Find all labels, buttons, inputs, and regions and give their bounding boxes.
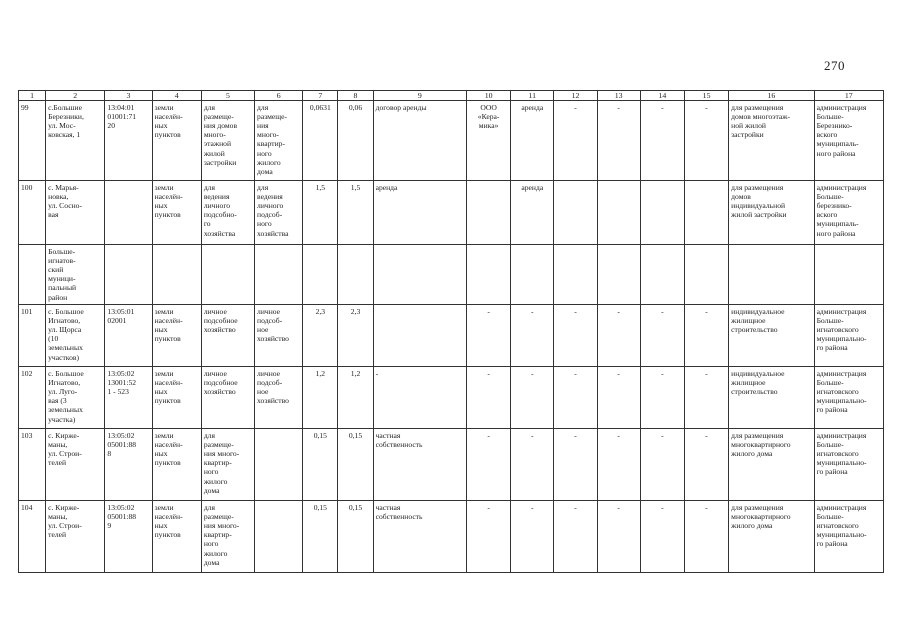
- table-cell-col-1: [19, 429, 46, 501]
- table-cell-col-7: [303, 305, 338, 367]
- cell-text: аренда: [521, 183, 544, 192]
- table-cell-col-6: [255, 429, 303, 501]
- table-cell-col-9: [373, 367, 466, 429]
- table-cell-col-9: [373, 101, 466, 181]
- table-cell-col-14: [640, 501, 684, 573]
- table-cell-col-2: [46, 501, 105, 573]
- cell-text: 13:05:02 05001:88 8: [107, 431, 137, 459]
- cell-text: земли населён- ных пунктов: [154, 307, 183, 344]
- cell-text: администрация Больше- Березнико- вского муниципаль- ного района: [816, 103, 867, 158]
- column-header-4: 4: [152, 91, 201, 101]
- table-cell-col-15: [684, 101, 728, 181]
- table-cell-col-12: [554, 429, 597, 501]
- table-cell-col-5: [201, 245, 254, 305]
- cell-text: 104: [21, 503, 33, 512]
- table-cell-col-12: [554, 245, 597, 305]
- cell-text: 13:05:01 02001: [107, 307, 135, 326]
- cell-text: 0,0631: [309, 103, 331, 112]
- cell-text: администрация Больше- березнико- вского муниципаль- ного района: [816, 183, 867, 238]
- table-cell-col-1: [19, 501, 46, 573]
- table-cell-col-11: [511, 429, 554, 501]
- cell-text: земли населён- ных пунктов: [154, 503, 183, 540]
- table-cell-col-5: [201, 501, 254, 573]
- table-cell-col-15: [684, 501, 728, 573]
- cell-text: 1,5: [350, 183, 361, 192]
- column-header-7: 7: [303, 91, 338, 101]
- table-cell-col-15: [684, 429, 728, 501]
- table-cell-col-12: [554, 101, 597, 181]
- cell-text: с. Марья- новка, ул. Сосно- вая: [48, 183, 82, 220]
- table-cell-col-14: [640, 429, 684, 501]
- table-cell-col-16: [729, 429, 814, 501]
- table-cell-col-11: [511, 101, 554, 181]
- table-cell-col-14: [640, 305, 684, 367]
- cell-text: -: [531, 431, 534, 440]
- cell-text: 13:05:02 13001:52 1 - 523: [107, 369, 137, 397]
- table-row: [19, 181, 884, 245]
- cell-text: -: [661, 369, 664, 378]
- table-cell-col-16: [729, 501, 814, 573]
- cell-text: для размеще- ния много- квартир- ного жилого дома: [203, 431, 240, 495]
- table-cell-col-8: [338, 367, 373, 429]
- table-cell-col-10: [467, 245, 511, 305]
- table-cell-col-8: [338, 181, 373, 245]
- table-cell-col-13: [597, 305, 640, 367]
- table-cell-col-5: [201, 367, 254, 429]
- cell-text: -: [487, 369, 490, 378]
- table-cell-col-2: [46, 429, 105, 501]
- table-cell-col-6: [255, 101, 303, 181]
- column-header-17: 17: [814, 91, 883, 101]
- cell-text: 2,3: [315, 307, 326, 316]
- table-cell-col-10: [467, 101, 511, 181]
- cell-text: аренда: [375, 183, 398, 192]
- table-cell-col-6: [255, 245, 303, 305]
- table-cell-col-17: [814, 305, 883, 367]
- cell-text: администрация Больше- игнатовского муниципально- го района: [816, 369, 867, 415]
- cell-text: -: [574, 369, 577, 378]
- cell-text: 2,3: [350, 307, 361, 316]
- table-cell-col-1: [19, 101, 46, 181]
- cell-text: аренда: [521, 103, 544, 112]
- cell-text: -: [487, 503, 490, 512]
- cell-text: 0,15: [348, 431, 363, 440]
- cell-text: 0,15: [313, 431, 327, 440]
- cell-text: с. Кирже- маны, ул. Строи- телей: [48, 503, 82, 540]
- cell-text: -: [705, 431, 708, 440]
- cell-text: -: [487, 307, 490, 316]
- table-cell-col-9: [373, 245, 466, 305]
- table-cell-col-4: [152, 101, 201, 181]
- cell-text: для ведения личного подсобно- го хозяйства: [203, 183, 237, 238]
- table-cell-col-6: [255, 367, 303, 429]
- cell-text: -: [705, 103, 708, 112]
- table-cell-col-11: [511, 181, 554, 245]
- cell-text: с.Большие Березники, ул. Мос- ковская, 1: [48, 103, 84, 140]
- page-number: 270: [824, 58, 845, 73]
- table-cell-col-5: [201, 101, 254, 181]
- cell-text: 101: [21, 307, 33, 316]
- table-cell-col-8: [338, 305, 373, 367]
- cell-text: индивидуальное жилищное строительство: [731, 369, 785, 397]
- table-cell-col-10: [467, 429, 511, 501]
- cell-text: 103: [21, 431, 33, 440]
- cell-text: земли населён- ных пунктов: [154, 103, 183, 140]
- table-cell-col-3: [105, 305, 152, 367]
- cell-text: индивидуальное жилищное строительство: [731, 307, 785, 335]
- column-header-6: 6: [255, 91, 303, 101]
- cell-text: договор аренды: [375, 103, 427, 112]
- cell-text: личное подсобное хозяйство: [203, 369, 238, 397]
- table-cell-col-17: [814, 367, 883, 429]
- table-cell-col-3: [105, 501, 152, 573]
- table-cell-col-17: [814, 429, 883, 501]
- cell-text: личное подсобное хозяйство: [203, 307, 238, 335]
- table-cell-col-10: [467, 181, 511, 245]
- table-cell-col-8: [338, 501, 373, 573]
- cell-text: ООО «Кера- мика»: [477, 103, 500, 131]
- cell-text: -: [574, 503, 577, 512]
- table-cell-col-5: [201, 429, 254, 501]
- table-cell-col-7: [303, 181, 338, 245]
- table-cell-col-7: [303, 245, 338, 305]
- column-number-row: [19, 91, 884, 101]
- cell-text: -: [617, 103, 620, 112]
- cell-text: 0,15: [348, 503, 363, 512]
- cell-text: -: [574, 431, 577, 440]
- cell-text: 1,5: [315, 183, 326, 192]
- table-cell-col-4: [152, 181, 201, 245]
- land-register-table: [18, 90, 884, 573]
- cell-text: -: [661, 307, 664, 316]
- table-cell-col-1: [19, 245, 46, 305]
- cell-text: -: [531, 369, 534, 378]
- table-cell-col-3: [105, 245, 152, 305]
- table-cell-col-16: [729, 245, 814, 305]
- cell-text: -: [617, 307, 620, 316]
- table-cell-col-13: [597, 245, 640, 305]
- table-cell-col-10: [467, 367, 511, 429]
- cell-text: -: [617, 431, 620, 440]
- cell-text: -: [487, 431, 490, 440]
- cell-text: администрация Больше- игнатовского муниципально- го района: [816, 431, 867, 477]
- region-row: [19, 245, 884, 305]
- cell-text: для размеще- ния домов много- этажной жилой застройки: [203, 103, 238, 167]
- table-cell-col-4: [152, 367, 201, 429]
- cell-text: для размещения многоквартирного жилого дома: [731, 503, 791, 531]
- table-cell-col-3: [105, 181, 152, 245]
- table-cell-col-9: [373, 181, 466, 245]
- table-row: [19, 501, 884, 573]
- table-cell-col-17: [814, 181, 883, 245]
- table-cell-col-6: [255, 181, 303, 245]
- column-header-15: 15: [684, 91, 728, 101]
- table-cell-col-8: [338, 101, 373, 181]
- table-cell-col-10: [467, 305, 511, 367]
- cell-text: для размещения многоквартирного жилого дома: [731, 431, 791, 459]
- table-cell-col-17: [814, 501, 883, 573]
- cell-text: -: [661, 503, 664, 512]
- cell-text: для размеще- ния много- квартир- ного жилого дома: [203, 503, 240, 567]
- cell-text: -: [661, 431, 664, 440]
- cell-text: -: [574, 307, 577, 316]
- table-cell-col-13: [597, 501, 640, 573]
- cell-text: -: [531, 307, 534, 316]
- column-header-8: 8: [338, 91, 373, 101]
- column-header-10: 10: [467, 91, 511, 101]
- cell-text: -: [705, 369, 708, 378]
- cell-text: -: [375, 369, 379, 378]
- table-cell-col-4: [152, 245, 201, 305]
- table-row: [19, 101, 884, 181]
- table-cell-col-13: [597, 101, 640, 181]
- table-cell-col-11: [511, 245, 554, 305]
- table-cell-col-5: [201, 181, 254, 245]
- table-cell-col-2: [46, 101, 105, 181]
- table-cell-col-14: [640, 245, 684, 305]
- column-header-5: 5: [201, 91, 254, 101]
- table-row: [19, 367, 884, 429]
- table-cell-col-16: [729, 305, 814, 367]
- cell-text: личное подсоб- ное хозяйство: [257, 369, 289, 406]
- cell-text: 13:04:01 01001:71 20: [107, 103, 137, 131]
- cell-text: Больше- игнатов- ский муници- пальный район: [48, 247, 77, 302]
- table-cell-col-7: [303, 429, 338, 501]
- table-cell-col-14: [640, 101, 684, 181]
- cell-text: 1,2: [350, 369, 361, 378]
- cell-text: администрация Больше- игнатовского муниципально- го района: [816, 503, 867, 549]
- table-cell-col-1: [19, 367, 46, 429]
- table-cell-col-7: [303, 367, 338, 429]
- cell-text: 0,15: [313, 503, 327, 512]
- table-cell-col-4: [152, 305, 201, 367]
- cell-text: для размещения домов индивидуальной жилой застройки: [731, 183, 787, 220]
- table-cell-col-6: [255, 305, 303, 367]
- table-cell-col-4: [152, 501, 201, 573]
- table-cell-col-10: [467, 501, 511, 573]
- cell-text: администрация Больше- игнатовского муниципально- го района: [816, 307, 867, 353]
- cell-text: для ведения личного подсоб- ного хозяйства: [257, 183, 289, 238]
- table-cell-col-16: [729, 181, 814, 245]
- cell-text: -: [617, 503, 620, 512]
- table-cell-col-15: [684, 305, 728, 367]
- table-cell-col-12: [554, 501, 597, 573]
- cell-text: 100: [21, 183, 33, 192]
- column-header-11: 11: [511, 91, 554, 101]
- table-cell-col-2: [46, 305, 105, 367]
- table-cell-col-17: [814, 101, 883, 181]
- table-cell-col-4: [152, 429, 201, 501]
- table-cell-col-13: [597, 367, 640, 429]
- table-row: [19, 305, 884, 367]
- table-cell-col-15: [684, 181, 728, 245]
- cell-text: 0,06: [348, 103, 363, 112]
- column-header-13: 13: [597, 91, 640, 101]
- table-cell-col-13: [597, 429, 640, 501]
- table-cell-col-15: [684, 245, 728, 305]
- cell-text: земли населён- ных пунктов: [154, 431, 183, 468]
- table-cell-col-2: [46, 245, 105, 305]
- table-cell-col-3: [105, 101, 152, 181]
- table-cell-col-7: [303, 501, 338, 573]
- column-header-2: 2: [46, 91, 105, 101]
- cell-text: с. Большое Игнатово, ул. Щорса (10 земельных участков): [48, 307, 84, 362]
- table-cell-col-1: [19, 181, 46, 245]
- table-cell-col-9: [373, 305, 466, 367]
- cell-text: с. Большое Игнатово, ул. Луго- вая (3 земельных участка): [48, 369, 84, 424]
- table-cell-col-8: [338, 429, 373, 501]
- table-cell-col-8: [338, 245, 373, 305]
- column-header-16: 16: [729, 91, 814, 101]
- table-cell-col-7: [303, 101, 338, 181]
- table-cell-col-12: [554, 305, 597, 367]
- cell-text: 1,2: [315, 369, 326, 378]
- table-cell-col-14: [640, 181, 684, 245]
- column-header-3: 3: [105, 91, 152, 101]
- table-cell-col-12: [554, 181, 597, 245]
- table-cell-col-13: [597, 181, 640, 245]
- table-cell-col-11: [511, 501, 554, 573]
- table-cell-col-5: [201, 305, 254, 367]
- table-cell-col-16: [729, 367, 814, 429]
- cell-text: для размещения домов многоэтаж- ной жилой застройки: [731, 103, 791, 140]
- table-cell-col-3: [105, 429, 152, 501]
- table-cell-col-15: [684, 367, 728, 429]
- cell-text: -: [705, 503, 708, 512]
- cell-text: -: [617, 369, 620, 378]
- table-cell-col-12: [554, 367, 597, 429]
- column-header-9: 9: [373, 91, 466, 101]
- cell-text: -: [661, 103, 664, 112]
- cell-text: земли населён- ных пунктов: [154, 183, 183, 220]
- column-header-1: 1: [19, 91, 46, 101]
- table-cell-col-9: [373, 501, 466, 573]
- table-cell-col-3: [105, 367, 152, 429]
- cell-text: частная собственность: [375, 431, 423, 450]
- table-cell-col-2: [46, 181, 105, 245]
- cell-text: для размеще- ния много- квартир- ного жилого дома: [257, 103, 288, 176]
- cell-text: -: [705, 307, 708, 316]
- table-body: [19, 101, 884, 573]
- cell-text: с. Кирже- маны, ул. Строи- телей: [48, 431, 82, 468]
- cell-text: частная собственность: [375, 503, 423, 522]
- table-cell-col-6: [255, 501, 303, 573]
- table-cell-col-11: [511, 305, 554, 367]
- cell-text: личное подсоб- ное хозяйство: [257, 307, 289, 344]
- table-cell-col-14: [640, 367, 684, 429]
- table-cell-col-2: [46, 367, 105, 429]
- table-cell-col-11: [511, 367, 554, 429]
- column-header-12: 12: [554, 91, 597, 101]
- table-cell-col-16: [729, 101, 814, 181]
- cell-text: 13:05:02 05001:88 9: [107, 503, 137, 531]
- table-cell-col-9: [373, 429, 466, 501]
- cell-text: 102: [21, 369, 33, 378]
- cell-text: земли населён- ных пунктов: [154, 369, 183, 406]
- column-header-14: 14: [640, 91, 684, 101]
- table-cell-col-17: [814, 245, 883, 305]
- table-row: [19, 429, 884, 501]
- cell-text: -: [531, 503, 534, 512]
- cell-text: 99: [21, 103, 29, 112]
- cell-text: -: [574, 103, 577, 112]
- table-cell-col-1: [19, 305, 46, 367]
